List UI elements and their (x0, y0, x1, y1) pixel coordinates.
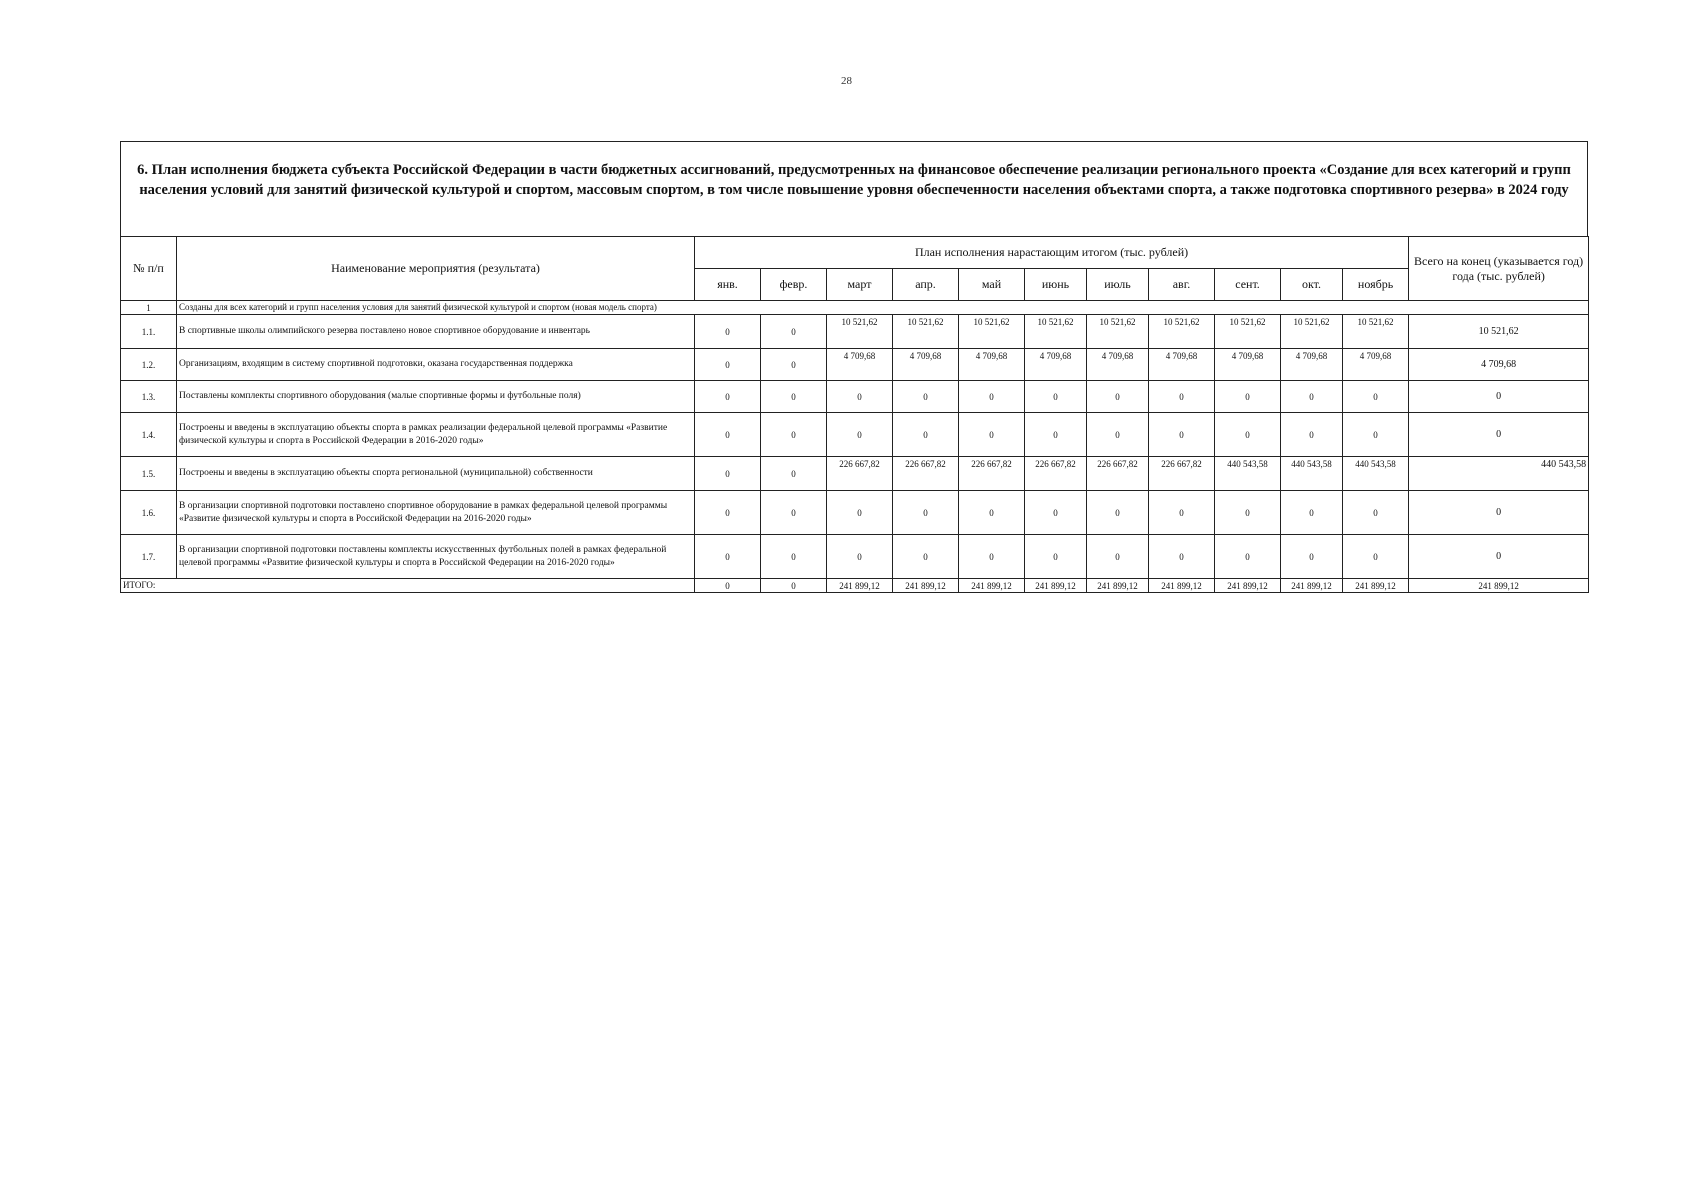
section-row (121, 301, 1589, 315)
row-value: 10 521,62 (893, 315, 959, 349)
total-value: 0 (695, 579, 761, 593)
row-value: 0 (761, 315, 827, 349)
header-plan: План исполнения нарастающим итогом (тыс. рублей) (695, 237, 1409, 269)
row-value: 10 521,62 (1149, 315, 1215, 349)
row-value: 0 (1025, 381, 1087, 413)
row-value: 4 709,68 (959, 349, 1025, 381)
row-value: 0 (959, 413, 1025, 457)
row-value: 0 (1281, 381, 1343, 413)
row-value: 0 (761, 535, 827, 579)
table-row (121, 535, 1589, 579)
table-row (121, 315, 1589, 349)
row-value: 0 (827, 535, 893, 579)
row-value: 0 (1343, 413, 1409, 457)
row-value: 0 (959, 491, 1025, 535)
row-value: 0 (893, 491, 959, 535)
row-num: 1.2. (121, 349, 177, 381)
header-num: № п/п (121, 237, 177, 301)
row-value: 0 (959, 535, 1025, 579)
table-row (121, 491, 1589, 535)
row-value: 440 543,58 (1343, 457, 1409, 491)
row-value: 440 543,58 (1215, 457, 1281, 491)
header-month: июль (1087, 269, 1149, 301)
row-value: 226 667,82 (1025, 457, 1087, 491)
total-value: 241 899,12 (1215, 579, 1281, 593)
row-value: 10 521,62 (959, 315, 1025, 349)
row-value: 0 (695, 535, 761, 579)
row-value: 0 (1149, 381, 1215, 413)
row-value: 226 667,82 (893, 457, 959, 491)
row-value: 10 521,62 (827, 315, 893, 349)
row-value: 4 709,68 (1215, 349, 1281, 381)
row-name: В организации спортивной подготовки поставлено спортивное оборудование в рамках федеральной целевой программы «Развитие физической культуры и спорта в Российской Федерации на 2016-2020 годы» (177, 491, 695, 535)
header-month: окт. (1281, 269, 1343, 301)
row-value: 4 709,68 (1149, 349, 1215, 381)
total-value: 0 (761, 579, 827, 593)
row-value: 0 (695, 491, 761, 535)
row-value: 0 (761, 349, 827, 381)
header-month: март (827, 269, 893, 301)
row-value: 0 (827, 491, 893, 535)
row-value: 0 (1281, 535, 1343, 579)
total-value: 241 899,12 (827, 579, 893, 593)
total-value: 241 899,12 (1025, 579, 1087, 593)
row-value: 0 (893, 413, 959, 457)
row-total: 0 (1409, 381, 1589, 413)
row-total: 0 (1409, 413, 1589, 457)
total-value: 241 899,12 (1343, 579, 1409, 593)
header-total: Всего на конец (указывается год) года (тыс. рублей) (1409, 237, 1589, 301)
row-value: 440 543,58 (1281, 457, 1343, 491)
header-month: июнь (1025, 269, 1087, 301)
header-name: Наименование мероприятия (результата) (177, 237, 695, 301)
table-row (121, 381, 1589, 413)
row-value: 0 (1343, 381, 1409, 413)
row-value: 10 521,62 (1343, 315, 1409, 349)
row-value: 0 (761, 457, 827, 491)
row-value: 0 (1343, 535, 1409, 579)
total-label: ИТОГО: (121, 579, 695, 593)
row-value: 0 (1025, 491, 1087, 535)
row-value: 0 (695, 457, 761, 491)
row-value: 0 (695, 315, 761, 349)
row-num: 1.6. (121, 491, 177, 535)
row-value: 0 (1087, 413, 1149, 457)
row-value: 0 (1087, 491, 1149, 535)
total-value: 241 899,12 (959, 579, 1025, 593)
row-value: 0 (1215, 413, 1281, 457)
row-total: 4 709,68 (1409, 349, 1589, 381)
row-name: Построены и введены в эксплуатацию объекты спорта региональной (муниципальной) собственности (177, 457, 695, 491)
row-value: 10 521,62 (1215, 315, 1281, 349)
row-value: 0 (827, 381, 893, 413)
row-value: 226 667,82 (827, 457, 893, 491)
row-value: 226 667,82 (1149, 457, 1215, 491)
row-value: 0 (959, 381, 1025, 413)
section-num: 1 (121, 301, 177, 315)
header-month: авг. (1149, 269, 1215, 301)
total-value: 241 899,12 (1149, 579, 1215, 593)
header-month: сент. (1215, 269, 1281, 301)
total-value: 241 899,12 (1281, 579, 1343, 593)
row-value: 0 (1149, 535, 1215, 579)
row-name: Организациям, входящим в систему спортивной подготовки, оказана государственная поддержка (177, 349, 695, 381)
row-num: 1.4. (121, 413, 177, 457)
row-name: Построены и введены в эксплуатацию объекты спорта в рамках реализации федеральной целевой программы «Развитие физической культуры и спорта в Российской Федерации в 2016-2020 годы» (177, 413, 695, 457)
row-value: 0 (695, 349, 761, 381)
row-total: 10 521,62 (1409, 315, 1589, 349)
row-value: 0 (1025, 413, 1087, 457)
row-value: 4 709,68 (1343, 349, 1409, 381)
table-row (121, 457, 1589, 491)
row-value: 4 709,68 (1025, 349, 1087, 381)
row-value: 0 (1281, 491, 1343, 535)
header-month: ноябрь (1343, 269, 1409, 301)
header-month: янв. (695, 269, 761, 301)
document-title: 6. План исполнения бюджета субъекта Российской Федерации в части бюджетных ассигнований, предусмотренных на финансовое обеспечение реализации регионального проекта «Создание для всех категорий и групп населения условий для занятий физической культурой и спортом, массовым спортом, в том числе повышение уровня обеспеченности населения объектами спорта, а также подготовка спортивного резерва» в 2024 году (120, 141, 1588, 237)
row-value: 0 (695, 413, 761, 457)
row-value: 4 709,68 (893, 349, 959, 381)
row-num: 1.3. (121, 381, 177, 413)
row-total: 0 (1409, 491, 1589, 535)
row-value: 0 (893, 381, 959, 413)
row-value: 4 709,68 (1281, 349, 1343, 381)
total-value: 241 899,12 (1087, 579, 1149, 593)
table-row (121, 349, 1589, 381)
row-value: 0 (1215, 381, 1281, 413)
row-value: 0 (1149, 491, 1215, 535)
row-num: 1.5. (121, 457, 177, 491)
row-value: 4 709,68 (827, 349, 893, 381)
header-month: февр. (761, 269, 827, 301)
row-value: 0 (1215, 535, 1281, 579)
row-value: 0 (893, 535, 959, 579)
grand-total: 241 899,12 (1409, 579, 1589, 593)
row-num: 1.1. (121, 315, 177, 349)
row-value: 0 (1149, 413, 1215, 457)
header-month: май (959, 269, 1025, 301)
row-value: 10 521,62 (1281, 315, 1343, 349)
row-value: 226 667,82 (959, 457, 1025, 491)
row-value: 0 (1343, 491, 1409, 535)
row-value: 0 (1215, 491, 1281, 535)
page-number: 28 (841, 75, 852, 87)
row-value: 10 521,62 (1025, 315, 1087, 349)
budget-plan-table (120, 236, 1589, 593)
row-value: 0 (1025, 535, 1087, 579)
row-num: 1.7. (121, 535, 177, 579)
row-name: Поставлены комплекты спортивного оборудования (малые спортивные формы и футбольные поля) (177, 381, 695, 413)
row-value: 0 (827, 413, 893, 457)
row-value: 4 709,68 (1087, 349, 1149, 381)
row-value: 0 (1087, 535, 1149, 579)
header-month: апр. (893, 269, 959, 301)
row-value: 10 521,62 (1087, 315, 1149, 349)
row-value: 0 (761, 413, 827, 457)
total-value: 241 899,12 (893, 579, 959, 593)
row-value: 0 (761, 491, 827, 535)
row-name: В спортивные школы олимпийского резерва поставлено новое спортивное оборудование и инвентарь (177, 315, 695, 349)
section-name: Созданы для всех категорий и групп населения условия для занятий физической культурой и спортом (новая модель спорта) (177, 301, 1589, 315)
document-frame (120, 141, 1588, 590)
row-value: 0 (695, 381, 761, 413)
total-row (121, 579, 1589, 593)
table-row (121, 413, 1589, 457)
row-value: 226 667,82 (1087, 457, 1149, 491)
row-name: В организации спортивной подготовки поставлены комплекты искусственных футбольных полей в рамках федеральной целевой программы «Развитие физической культуры и спорта в Российской Федерации на 2016-2020 годы» (177, 535, 695, 579)
row-value: 0 (1087, 381, 1149, 413)
row-value: 0 (1281, 413, 1343, 457)
row-total: 440 543,58 (1409, 457, 1589, 491)
row-total: 0 (1409, 535, 1589, 579)
row-value: 0 (761, 381, 827, 413)
